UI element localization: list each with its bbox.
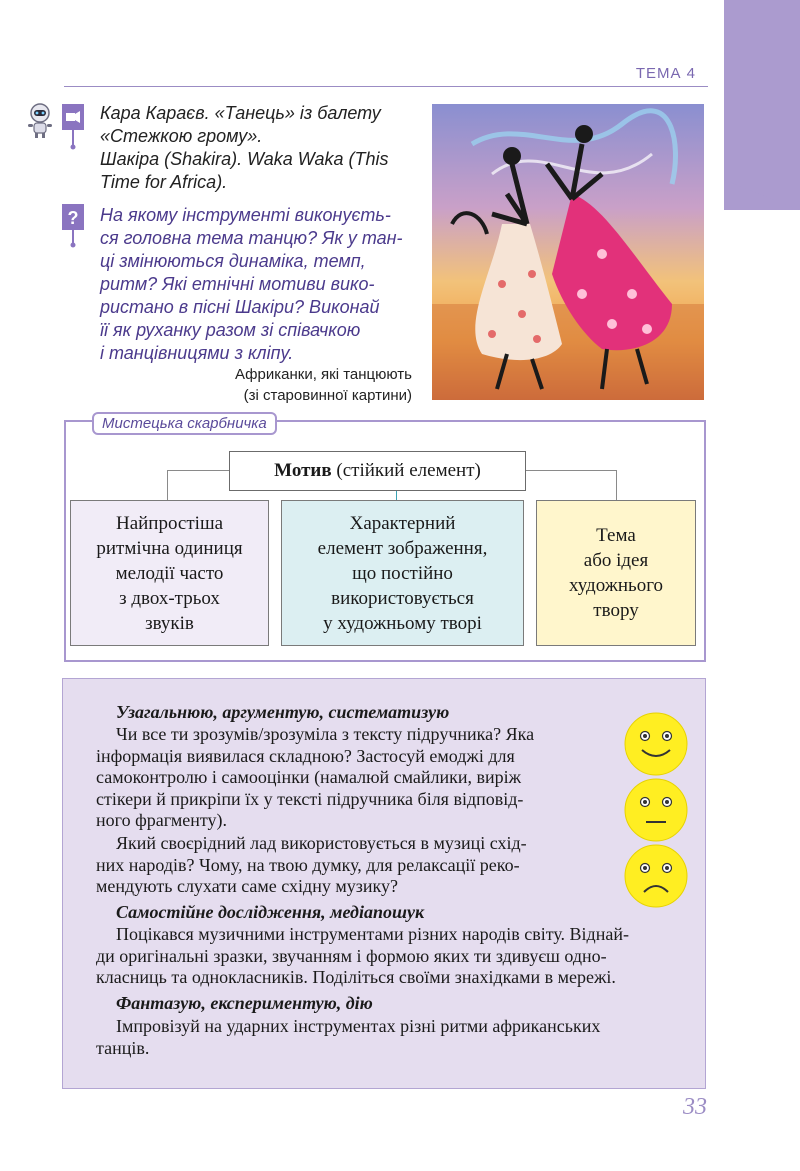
motif-term-box <box>229 451 526 491</box>
listening-line: «Стежкою грому». <box>100 126 263 146</box>
emoji-faces <box>624 712 688 908</box>
header-divider <box>64 86 708 87</box>
paragraph-line: Поцікався музичними інструментами різних народів світу. Віднай- <box>116 924 629 944</box>
definition-line: що постійно <box>352 562 453 584</box>
paragraph-self-check <box>96 724 606 832</box>
connector-middle <box>396 491 397 500</box>
paragraph-line: самоконтролю і самооцінки (намалюй смайлики, виріж <box>96 767 522 787</box>
paragraph-line: стікери й прикріпи їх у тексті підручника біля відповід- <box>96 788 524 809</box>
paragraph-line: Імпровізуй на ударних інструментах різні ритми африканських <box>116 1016 601 1036</box>
definition-line: у художньому творі <box>323 612 482 634</box>
heading-fantasize: Фантазую, експериментую, дію <box>116 993 373 1013</box>
connector-left <box>167 470 230 501</box>
neutral-face-icon <box>625 779 687 841</box>
definition-line: звуків <box>145 612 194 634</box>
definition-line: з двох-трьох <box>119 587 220 609</box>
question-line: її як руханку разом зі співачкою <box>100 320 361 340</box>
painting-caption <box>150 364 412 406</box>
paragraph-line: ди оригінальні зразки, звучанням і формою яких ти здивуєш одно- <box>96 945 607 966</box>
definition-line: використовується <box>331 587 474 609</box>
definition-line: Найпростіша <box>115 512 224 534</box>
definition-line: твору <box>593 600 639 621</box>
page-number: 33 <box>683 1094 707 1120</box>
heading-summarize: Узагальнюю, аргументую, систематизую <box>116 702 450 722</box>
definition-line: елемент зображення, <box>317 537 488 559</box>
question-line: ся головна тема танцю? Як у тан- <box>100 228 403 248</box>
caption-line: Африканки, які танцюють <box>235 366 412 383</box>
paragraph-line: Який своєрідний лад використовується в музиці схід- <box>116 833 527 853</box>
corner-tab-decoration <box>724 0 800 210</box>
paragraph-line: них народів? Чому, на твою думку, для релаксації реко- <box>96 854 520 875</box>
happy-face-icon <box>625 713 687 775</box>
topic-label: ТЕМА 4 <box>635 65 696 82</box>
caption-line: (зі старовинної картини) <box>243 387 412 404</box>
paragraph-line: Чи все ти зрозумів/зрозуміла з тексту підручника? Яка <box>116 724 535 744</box>
paragraph-research <box>96 924 696 989</box>
treasury-label: Мистецька скарбничка <box>92 412 277 435</box>
question-icon <box>62 204 84 255</box>
listening-line: Шакіра (Shakira). Waka Waka (This <box>100 149 389 169</box>
definition-line: ритмічна одиниця <box>96 537 243 559</box>
listening-line: Кара Караєв. «Танець» із балету <box>100 103 381 123</box>
definition-line: художнього <box>568 575 664 596</box>
definition-line: Тема <box>596 525 636 546</box>
listening-list <box>100 102 420 194</box>
question-block <box>100 204 420 365</box>
definition-box-rhythm <box>70 500 269 646</box>
sad-face-icon <box>625 845 687 907</box>
definition-line: Характерний <box>349 512 456 534</box>
paragraph-line: танців. <box>96 1037 150 1058</box>
question-line: ристано в пісні Шакіри? Виконай <box>100 297 380 317</box>
definition-box-image <box>281 500 524 646</box>
question-line: ці змінюються динаміка, темп, <box>100 251 366 271</box>
definition-line: або ідея <box>583 550 649 571</box>
paragraph-line: інформація виявилася складною? Застосуй емоджі для <box>96 745 515 766</box>
robot-icon <box>22 102 58 145</box>
definition-box-theme <box>536 500 696 646</box>
listening-line: Time for Africa). <box>100 172 228 192</box>
smiley-column <box>624 712 688 913</box>
motif-note: (стійкий елемент) <box>336 460 481 481</box>
definition-line: мелодії часто <box>115 562 224 584</box>
question-line: На якому інструменті виконуєть- <box>100 205 391 225</box>
video-icon <box>62 104 84 155</box>
heading-research: Самостійне дослідження, медіапошук <box>116 902 425 922</box>
svg-text:?: ? <box>67 208 79 228</box>
motif-term: Мотив <box>274 460 332 481</box>
paragraph-line: мендують слухати саме східну музику? <box>96 876 398 896</box>
question-line: і танцівницями з кліпу. <box>100 343 294 363</box>
connector-right <box>526 470 617 501</box>
paragraph-line: класниць та однокласників. Поділіться своїми знахідками в мережі. <box>96 967 616 987</box>
question-line: ритм? Які етнічні мотиви вико- <box>100 274 375 294</box>
paragraph-improvise <box>96 1016 696 1059</box>
paragraph-eastern-music <box>96 833 606 898</box>
dancing-women-painting <box>432 104 704 400</box>
paragraph-line: ного фрагменту). <box>96 810 228 830</box>
